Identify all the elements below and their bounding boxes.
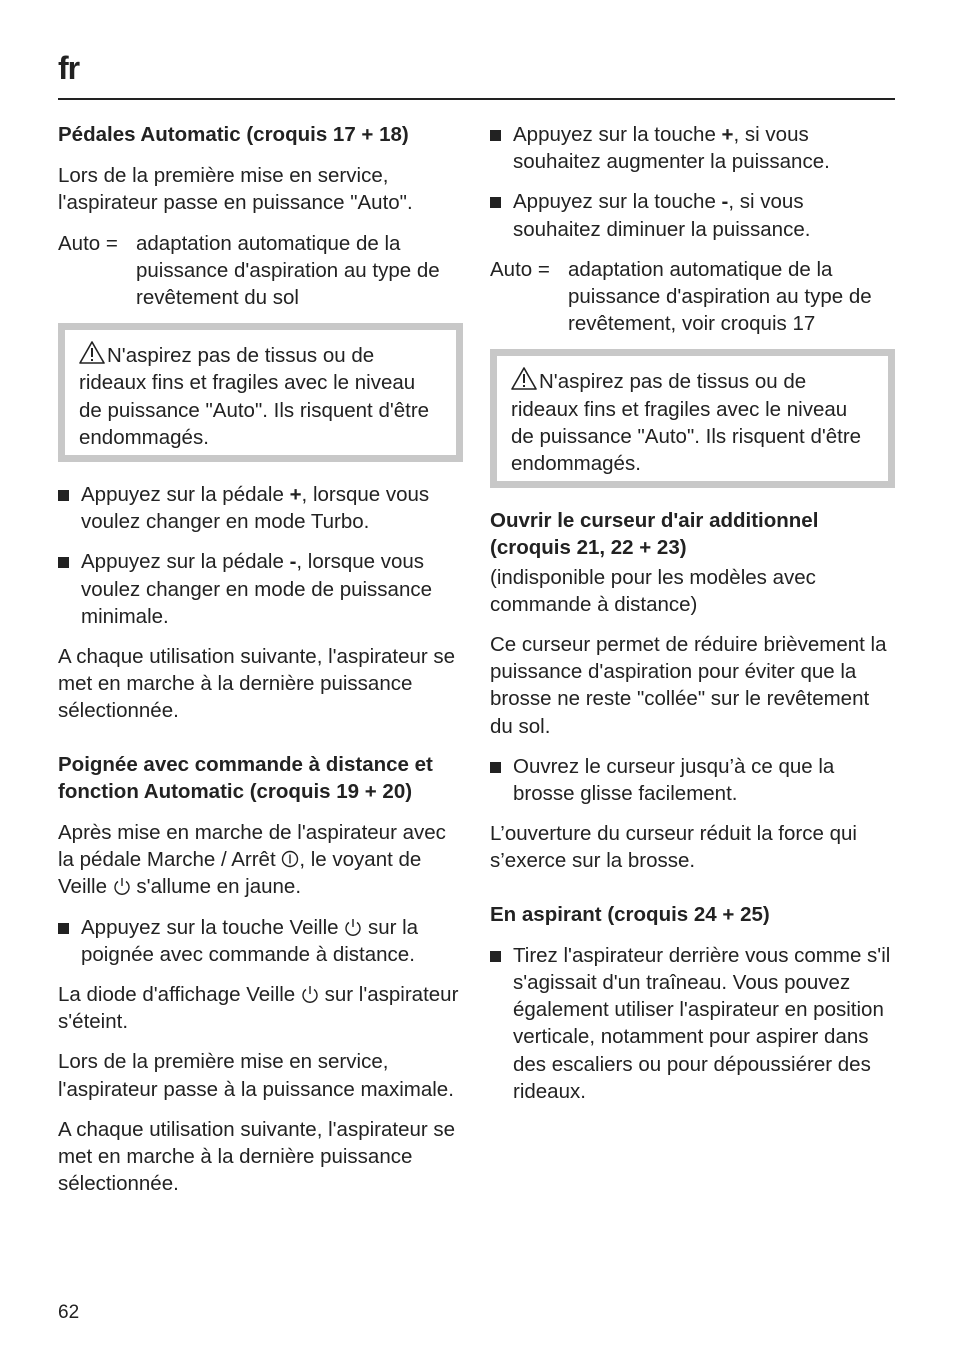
list-item: [490, 942, 895, 1105]
text: , si vous souhaitez augmenter la puissance.: [513, 123, 830, 174]
paragraph: Lors de la première mise en service, l'aspirateur passe à la puissance maximale.: [58, 1050, 454, 1101]
on-off-icon: [281, 850, 299, 868]
warning-text: N'aspirez pas de tissus ou de rideaux fins et fragiles avec le niveau de puissance "Auto". Ils risquent d'être endommagés.: [79, 344, 430, 449]
paragraph: L’ouverture du curseur réduit la force qui s’exerce sur la brosse.: [490, 822, 857, 873]
list-item: [490, 121, 895, 175]
text: Appuyez sur la touche: [513, 123, 722, 146]
left-column: [58, 121, 463, 1211]
paragraph: Lors de la première mise en service, l'aspirateur passe en puissance "Auto".: [58, 164, 413, 215]
paragraph: Ce curseur permet de réduire brièvement la puissance d'aspiration pour éviter que la brosse ne reste "collée" sur le revêtement du sol.: [490, 633, 887, 738]
header-rule: [58, 98, 895, 100]
text: Ouvrez le curseur jusqu’à ce que la brosse glisse facilement.: [513, 754, 835, 806]
warning-box: [490, 349, 895, 488]
bullet-square-icon: [490, 188, 513, 242]
definition-desc: adaptation automatique de la puissance d'aspiration au type de revêtement du sol: [136, 231, 440, 310]
list-item: [490, 188, 895, 242]
text: , lorsque vous voulez changer en mode Turbo.: [81, 483, 430, 534]
paragraph: A chaque utilisation suivante, l'aspirateur se met en marche à la dernière puissance sélectionnée.: [58, 1117, 456, 1196]
paragraph-note: (indisponible pour les modèles avec commande à distance): [490, 565, 816, 616]
paragraph: [58, 819, 463, 901]
text: Appuyez sur la pédale: [81, 483, 290, 507]
minus-key: -: [721, 190, 729, 214]
bullet-square-icon: [490, 121, 513, 175]
text: La diode d'affichage Veille: [58, 983, 301, 1007]
paragraph: A chaque utilisation suivante, l'aspirateur se met en marche à la dernière puissance sélectionnée.: [58, 645, 456, 723]
standby-icon: [113, 877, 131, 895]
right-column: [490, 121, 895, 1118]
text: Appuyez sur la touche: [513, 190, 722, 214]
text: Tirez l'aspirateur derrière vous comme s'il s'agissait d'un traîneau. Vous pouvez également utiliser l'aspirateur en position verticale, notamment pour aspirer dans des escaliers ou pour dépoussiérer des rideaux.: [513, 943, 891, 1103]
definition-term: Auto =: [58, 231, 118, 255]
page-number: 62: [58, 1302, 80, 1323]
definition-term: Auto =: [490, 257, 550, 281]
warning-text: N'aspirez pas de tissus ou de rideaux fins et fragiles avec le niveau de puissance "Auto". Ils risquent d'être endommagés.: [511, 370, 862, 476]
definition-auto: [58, 230, 463, 312]
text: , lorsque vous voulez changer en mode de puissance minimale.: [81, 550, 433, 628]
text: Appuyez sur la touche Veille: [81, 915, 345, 939]
standby-icon: [344, 918, 362, 936]
text: , le voyant de Veille: [58, 848, 422, 899]
bullet-square-icon: [490, 753, 513, 807]
warning-box: [58, 323, 463, 462]
bullet-square-icon: [490, 942, 513, 1105]
minus-key: -: [289, 550, 297, 574]
heading-vacuuming: En aspirant (croquis 24 + 25): [490, 902, 770, 926]
warning-triangle-icon: [511, 367, 537, 390]
text: Appuyez sur la pédale: [81, 550, 290, 574]
list-item: [490, 753, 895, 807]
list-item: [58, 914, 463, 968]
definition-desc: adaptation automatique de la puissance d'aspiration au type de revêtement, voir croquis 17: [568, 257, 872, 336]
list-item: [58, 548, 463, 630]
list-item: [58, 481, 463, 535]
paragraph: [58, 981, 463, 1035]
text: sur l'aspirateur s'éteint.: [58, 983, 459, 1034]
definition-auto: [490, 256, 895, 338]
heading-air-slider: Ouvrir le curseur d'air additionnel (croquis 21, 22 + 23): [490, 509, 819, 560]
language-label: fr: [58, 50, 80, 86]
text: , si vous souhaitez diminuer la puissance.: [513, 190, 811, 241]
plus-key: +: [721, 123, 734, 146]
warning-triangle-icon: [79, 341, 105, 364]
bullet-square-icon: [58, 548, 81, 630]
heading-remote-handle: Poignée avec commande à distance et fonction Automatic (croquis 19 + 20): [58, 752, 433, 803]
plus-key: +: [289, 483, 302, 507]
text: sur la poignée avec commande à distance.: [81, 915, 419, 966]
heading-automatic-pedals: Pédales Automatic (croquis 17 + 18): [58, 123, 409, 146]
text: s'allume en jaune.: [130, 875, 302, 899]
bullet-square-icon: [58, 914, 81, 968]
bullet-square-icon: [58, 481, 81, 535]
standby-icon: [301, 985, 319, 1003]
text: Après mise en marche de l'aspirateur avec la pédale Marche / Arrêt: [58, 821, 446, 872]
